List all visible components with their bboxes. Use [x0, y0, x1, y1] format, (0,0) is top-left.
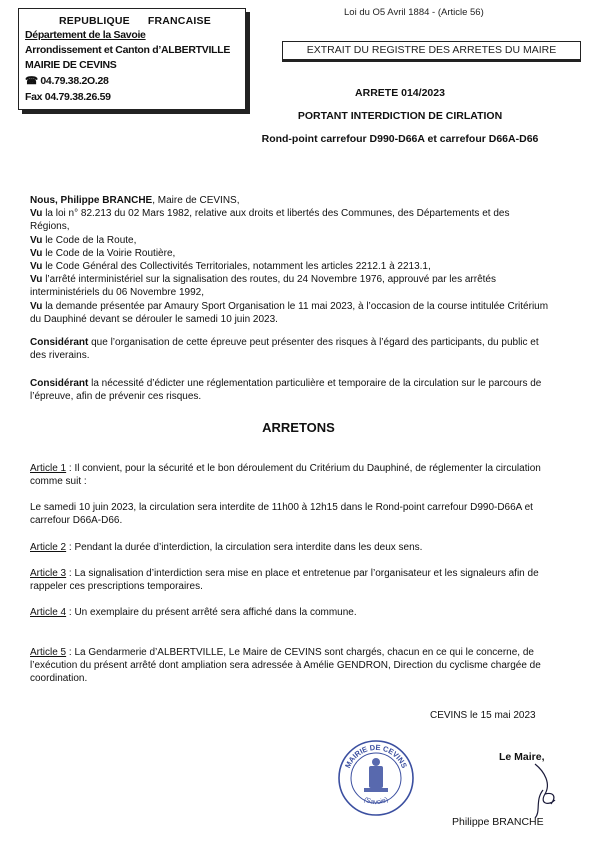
vu-label: Vu [30, 274, 43, 286]
republique-word: REPUBLIQUE [59, 15, 130, 27]
seal-text-bottom: (Savoie) [362, 796, 390, 807]
considerant-1 [30, 336, 549, 362]
portant-title: PORTANT INTERDICTION DE CIRLATION [297, 110, 503, 122]
vu-item [30, 273, 549, 299]
article-label: Article 3 [30, 568, 67, 579]
article-5 [30, 646, 549, 686]
article-3 [30, 567, 549, 593]
considerant-text: la nécessité d’édicter une réglementation particulière et temporaire de la circulation sur le parcours de l’épreuve, afin de prévenir ces risques. [30, 378, 542, 403]
arretons-heading: ARRETONS [262, 420, 335, 435]
article-text: : Un exemplaire du présent arrêté sera affiché dans la commune. [66, 607, 357, 618]
vu-label: Vu [30, 300, 43, 312]
article-text: : La signalisation d’interdiction sera mise en place et entretenue par l’organisateur et les signaleurs afin de rappeler ces prescriptions temporaires. [30, 568, 539, 593]
article-1-detail: Le samedi 10 juin 2023, la circulation sera interdite de 11h00 à 12h15 dans le Rond-point carrefour D990-D66A et carrefour D66A-D66. [30, 502, 533, 527]
signature-role: Le Maire, [499, 751, 545, 763]
mairie-seal-icon [336, 738, 416, 818]
article-label: Article 4 [30, 607, 67, 618]
vu-label: Vu [30, 234, 43, 246]
mairie-header-box [18, 8, 246, 110]
vu-item [30, 260, 549, 273]
vu-label: Vu [30, 208, 43, 220]
vu-text: la demande présentée par Amaury Sport Organisation le 11 mai 2023, à l’occasion de la course intitulée Critérium du Dauphiné devant se dérouler le samedi 10 juin 2023. [30, 300, 549, 325]
loi-reference: Loi du O5 Avril 1884 - (Article 56) [344, 7, 484, 18]
nous-line [30, 194, 549, 207]
nous-rest: , Maire de CEVINS, [152, 195, 240, 206]
article-label: Article 5 [30, 647, 67, 658]
vu-label: Vu [30, 261, 43, 273]
article-4 [30, 606, 549, 619]
vu-item [30, 234, 549, 247]
francaise-word: FRANCAISE [147, 15, 211, 27]
article-2 [30, 541, 549, 554]
considerant-text: que l’organisation de cette épreuve peut présenter des risques à l’égard des participants, du public et des riverains. [30, 337, 539, 362]
mairie-line: MAIRIE DE CEVINS [25, 59, 117, 71]
article-text: : Il convient, pour la sécurité et le bon déroulement du Critérium du Dauphiné, de réglementer la circulation comme suit : [30, 463, 541, 488]
rond-point-title: Rond-point carrefour D990-D66A et carrefour D66A-D66 [261, 133, 539, 145]
article-label: Article 2 [30, 542, 67, 553]
vu-item [30, 207, 549, 233]
vu-label: Vu [30, 247, 43, 259]
considerant-label: Considérant [30, 337, 89, 348]
handwritten-signature-icon [505, 760, 565, 820]
article-label: Article 1 [30, 463, 67, 474]
considerant-2 [30, 377, 549, 403]
article-1 [30, 462, 549, 488]
mayor-name: Nous, Philippe BRANCHE [30, 195, 153, 206]
vu-text: la loi n° 82.213 du 02 Mars 1982, relative aux droits et libertés des Communes, des Départements et des Régions, [30, 208, 510, 233]
fax-line: Fax 04.79.38.26.59 [25, 91, 111, 103]
phone-line: ☎ 04.79.38.2O.28 [25, 75, 109, 87]
preamble-block [30, 194, 549, 326]
signature-date: CEVINS le 15 mai 2023 [430, 710, 536, 721]
svg-text:(Savoie) [363, 796, 390, 806]
vu-text: le Code de la Route, [42, 234, 137, 246]
considerant-label: Considérant [30, 378, 89, 389]
departement-line: Département de la Savoie [25, 29, 146, 41]
article-text: : Pendant la durée d’interdiction, la circulation sera interdite dans les deux sens. [66, 542, 423, 553]
vu-text: le Code Général des Collectivités Territoriales, notamment les articles 2212.1 à 2213.1, [42, 261, 431, 273]
republique-line [59, 15, 229, 29]
vu-item [30, 247, 549, 260]
signatory-name: Philippe BRANCHE [452, 816, 544, 828]
vu-text: le Code de la Voirie Routière, [42, 247, 176, 259]
vu-item [30, 300, 549, 326]
vu-text: l’arrêté interministériel sur la signalisation des routes, du 24 Novembre 1976, approuvé par les arrêtés interministériels du 06 Novembre 1992, [30, 274, 496, 299]
arrete-number: ARRETE 014/2023 [355, 87, 445, 99]
article-text: : La Gendarmerie d’ALBERTVILLE, Le Maire de CEVINS sont chargés, chacun en ce qui le concerne, de l’exécution du présent arrêté dont ampliation sera adressée à Amélie GENDRON, Direction du cyclisme chargée de coordination. [30, 647, 541, 685]
arrondissement-line: Arrondissement et Canton d’ALBERTVILLE [25, 44, 231, 56]
extrait-registre-box: EXTRAIT DU REGISTRE DES ARRETES DU MAIRE [282, 41, 581, 60]
seal-text-top: MAIRIE DE CEVINS [343, 742, 409, 770]
